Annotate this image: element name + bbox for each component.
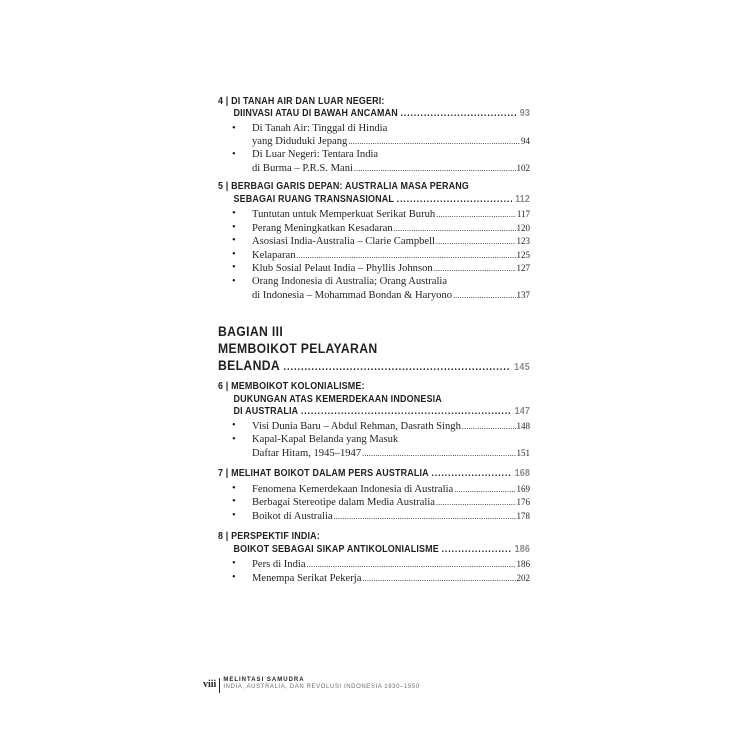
part-label: BAGIAN III bbox=[218, 324, 284, 341]
section-page-number: 94 bbox=[521, 136, 530, 147]
section-line bbox=[252, 289, 530, 303]
part-page-number: 145 bbox=[514, 362, 531, 374]
section-entry bbox=[218, 496, 530, 510]
dot-leader bbox=[462, 421, 516, 434]
section-title-text: Fenomena Kemerdekaan Indonesia di Australia bbox=[252, 483, 454, 495]
section-title-text: Pers di India bbox=[252, 559, 306, 571]
toc-chapter bbox=[218, 531, 530, 585]
part-line-2 bbox=[218, 341, 530, 358]
section-line bbox=[252, 162, 530, 176]
section-list bbox=[218, 483, 530, 524]
section-entry bbox=[218, 483, 530, 497]
section-line bbox=[252, 420, 530, 434]
section-line bbox=[252, 483, 530, 497]
bullet-icon: • bbox=[232, 482, 236, 494]
dot-leader bbox=[436, 497, 516, 510]
section-line bbox=[252, 434, 530, 447]
section-title-text: Boikot di Australia bbox=[252, 510, 333, 522]
chapter-title-text: DUKUNGAN ATAS KEMERDEKAAN INDONESIA bbox=[233, 393, 442, 405]
dot-leader bbox=[307, 559, 516, 572]
section-entry bbox=[218, 558, 530, 572]
part-line-3 bbox=[218, 358, 530, 376]
section-title-text: Klub Sosial Pelaut India – Phyllis Johnson bbox=[252, 263, 433, 275]
section-title-text: Di Tanah Air: Tinggal di Hindia bbox=[252, 122, 388, 134]
bullet-icon: • bbox=[232, 208, 236, 219]
bullet-icon: • bbox=[232, 571, 236, 583]
page-footer bbox=[203, 677, 420, 693]
part-line-1 bbox=[218, 324, 530, 341]
bullet-icon: • bbox=[232, 262, 236, 274]
running-head bbox=[223, 677, 419, 691]
section-line bbox=[252, 510, 530, 524]
dot-leader bbox=[348, 136, 520, 149]
section-line bbox=[252, 208, 530, 222]
bullet-icon: • bbox=[232, 433, 236, 445]
section-entry bbox=[218, 510, 530, 524]
section-line bbox=[252, 572, 530, 586]
section-entry bbox=[218, 420, 530, 434]
section-entry bbox=[218, 235, 530, 249]
dot-leader bbox=[436, 236, 516, 249]
section-page-number: 123 bbox=[516, 236, 530, 247]
chapter-title-text: 5 | BERBAGI GARIS DEPAN: AUSTRALIA MASA PERANG bbox=[218, 181, 470, 193]
toc-chapters-6-8 bbox=[218, 381, 530, 585]
section-page-number: 148 bbox=[516, 421, 530, 432]
chapter-title-text: BOIKOT SEBAGAI SIKAP ANTIKOLONIALISME bbox=[233, 543, 439, 555]
section-entry bbox=[218, 249, 530, 263]
chapter-heading-line bbox=[218, 531, 530, 543]
chapter-heading bbox=[218, 181, 530, 206]
section-line bbox=[252, 496, 530, 510]
bullet-icon: • bbox=[232, 248, 236, 260]
bullet-icon: • bbox=[232, 496, 236, 508]
book-subtitle: INDIA, AUSTRALIA, DAN REVOLUSI INDONESIA 1930–1950 bbox=[223, 684, 420, 690]
part-title-line-2: BELANDA bbox=[218, 358, 281, 375]
chapter-heading-line bbox=[218, 394, 530, 406]
chapter-heading bbox=[218, 96, 530, 121]
part-heading bbox=[218, 324, 530, 376]
section-line bbox=[252, 249, 530, 263]
dot-leader bbox=[284, 358, 511, 376]
section-entry bbox=[218, 222, 530, 236]
dot-leader bbox=[442, 544, 513, 556]
section-title-text: Kapal-Kapal Belanda yang Masuk bbox=[252, 433, 399, 445]
chapter-title-text: 8 | PERSPEKTIF INDIA: bbox=[218, 531, 320, 543]
section-title-text: Visi Dunia Baru – Abdul Rehman, Dasrath Singh bbox=[252, 421, 461, 433]
section-title-text: di Indonesia – Mohammad Bondan & Haryono bbox=[252, 289, 453, 301]
section-page-number: 117 bbox=[516, 209, 530, 219]
section-page-number: 125 bbox=[516, 249, 530, 260]
chapter-heading-line bbox=[218, 406, 530, 418]
chapter-heading-line bbox=[218, 381, 530, 393]
toc-chapter bbox=[218, 381, 530, 460]
section-entry bbox=[218, 434, 530, 460]
section-entry bbox=[218, 262, 530, 276]
section-list bbox=[218, 123, 530, 175]
dot-leader bbox=[362, 573, 515, 586]
section-page-number: 127 bbox=[516, 263, 530, 274]
chapter-heading-line bbox=[218, 544, 530, 556]
section-title-text: Kelaparan bbox=[252, 249, 296, 261]
table-of-contents bbox=[218, 96, 530, 585]
section-line bbox=[252, 276, 530, 289]
dot-leader bbox=[453, 290, 515, 303]
section-line bbox=[252, 262, 530, 276]
toc-chapter bbox=[218, 96, 530, 175]
dot-leader bbox=[394, 223, 516, 236]
section-title-text: Daftar Hitam, 1945–1947 bbox=[252, 447, 362, 459]
section-page-number: 169 bbox=[516, 483, 530, 494]
bullet-icon: • bbox=[232, 275, 236, 287]
section-page-number: 137 bbox=[516, 289, 530, 300]
chapter-heading-line bbox=[218, 468, 530, 480]
section-title-text: Orang Indonesia di Australia; Orang Australia bbox=[252, 275, 448, 287]
chapter-heading bbox=[218, 381, 530, 418]
section-title-text: Di Luar Negeri: Tentara India bbox=[252, 149, 379, 160]
bullet-icon: • bbox=[232, 509, 236, 521]
toc-chapter bbox=[218, 181, 530, 302]
section-entry bbox=[218, 149, 530, 175]
section-line bbox=[252, 235, 530, 249]
section-list bbox=[218, 558, 530, 585]
section-title-text: yang Diduduki Jepang bbox=[252, 136, 348, 148]
chapter-heading bbox=[218, 468, 530, 480]
chapter-title-text: SEBAGAI RUANG TRANSNASIONAL bbox=[233, 193, 395, 205]
chapter-title-text: 7 | MELIHAT BOIKOT DALAM PERS AUSTRALIA bbox=[218, 468, 429, 480]
dot-leader bbox=[454, 484, 515, 497]
chapter-page-number: 112 bbox=[515, 193, 531, 205]
section-line bbox=[252, 222, 530, 236]
dot-leader bbox=[362, 448, 515, 461]
dot-leader bbox=[297, 250, 516, 263]
bullet-icon: • bbox=[232, 122, 236, 134]
section-title-text: Asosiasi India-Australia – Clarie Campbell bbox=[252, 236, 435, 248]
folio: viii bbox=[203, 679, 217, 690]
dot-leader bbox=[400, 108, 517, 120]
dot-leader bbox=[301, 406, 512, 418]
section-list bbox=[218, 208, 530, 302]
chapter-title-text: 6 | MEMBOIKOT KOLONIALISME: bbox=[218, 381, 365, 393]
part-title-line-1: MEMBOIKOT PELAYARAN bbox=[218, 341, 378, 358]
section-title-text: Menempa Serikat Pekerja bbox=[252, 572, 362, 584]
chapter-heading-line bbox=[218, 96, 530, 108]
chapter-heading bbox=[218, 531, 530, 556]
dot-leader bbox=[434, 263, 516, 276]
section-entry bbox=[218, 123, 530, 149]
bullet-icon: • bbox=[232, 558, 236, 570]
bullet-icon: • bbox=[232, 149, 236, 160]
toc-chapter bbox=[218, 468, 530, 523]
section-title-text: Tuntutan untuk Memperkuat Serikat Buruh bbox=[252, 209, 436, 220]
section-line bbox=[252, 149, 530, 162]
dot-leader bbox=[431, 468, 512, 480]
section-page-number: 120 bbox=[516, 222, 530, 233]
section-title-text: Berbagai Stereotipe dalam Media Australia bbox=[252, 497, 435, 509]
section-page-number: 102 bbox=[516, 162, 530, 173]
dot-leader bbox=[354, 163, 516, 176]
section-entry bbox=[218, 208, 530, 222]
section-page-number: 176 bbox=[516, 497, 530, 508]
section-title-text: Perang Meningkatkan Kesadaran bbox=[252, 222, 393, 234]
section-entry bbox=[218, 572, 530, 586]
section-line bbox=[252, 135, 530, 149]
section-line bbox=[252, 558, 530, 572]
chapter-page-number: 168 bbox=[514, 468, 531, 480]
bullet-icon: • bbox=[232, 235, 236, 247]
chapter-heading-line bbox=[218, 108, 530, 120]
footer-divider bbox=[219, 678, 220, 693]
chapter-page-number: 186 bbox=[514, 543, 531, 555]
section-entry bbox=[218, 276, 530, 302]
section-page-number: 151 bbox=[516, 447, 530, 458]
dot-leader bbox=[397, 194, 513, 206]
section-page-number: 186 bbox=[516, 559, 530, 570]
section-page-number: 202 bbox=[516, 572, 530, 583]
section-line bbox=[252, 123, 530, 136]
section-title-text: di Burma – P.R.S. Mani bbox=[252, 162, 353, 174]
chapter-heading-line bbox=[218, 194, 530, 206]
bullet-icon: • bbox=[232, 221, 236, 233]
section-line bbox=[252, 447, 530, 461]
chapter-heading-line bbox=[218, 181, 530, 193]
section-page-number: 178 bbox=[516, 510, 530, 521]
chapter-title-text: DIINVASI ATAU DI BAWAH ANCAMAN bbox=[233, 108, 398, 120]
section-list bbox=[218, 420, 530, 460]
dot-leader bbox=[436, 209, 516, 222]
toc-chapters-4-5 bbox=[218, 96, 530, 302]
dot-leader bbox=[334, 511, 516, 524]
book-title: MELINTASI SAMUDRA bbox=[223, 677, 305, 683]
chapter-title-text: DI AUSTRALIA bbox=[233, 405, 299, 417]
bullet-icon: • bbox=[232, 420, 236, 432]
chapter-page-number: 147 bbox=[514, 405, 531, 417]
chapter-title-text: 4 | DI TANAH AIR DAN LUAR NEGERI: bbox=[218, 96, 385, 107]
chapter-page-number: 93 bbox=[519, 108, 531, 120]
